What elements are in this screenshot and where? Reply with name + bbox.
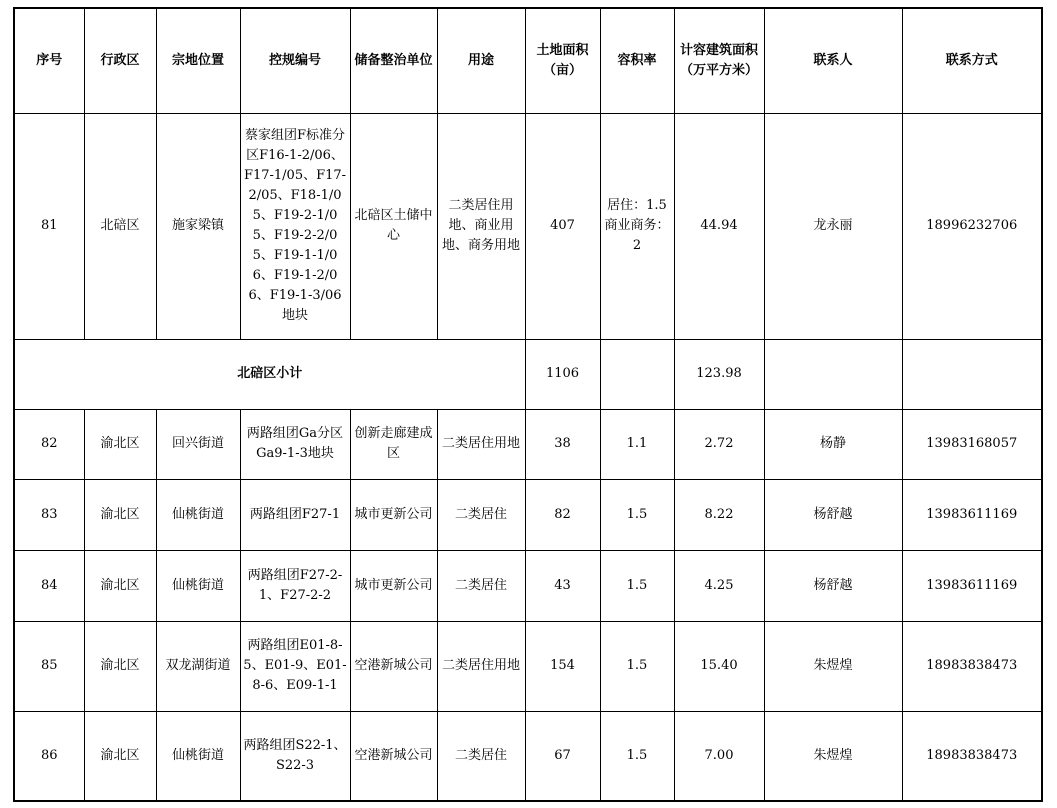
cell-phone: 18983838473 [902, 711, 1042, 801]
cell-phone: 13983611169 [902, 550, 1042, 621]
cell-contact: 杨舒越 [764, 550, 902, 621]
cell-use: 二类居住用地 [437, 621, 525, 711]
cell-phone: 13983168057 [902, 409, 1042, 479]
cell-area: 82 [525, 479, 600, 550]
land-table [13, 7, 1043, 802]
subtotal-contact-empty [764, 339, 902, 409]
cell-use: 二类居住用地 [437, 409, 525, 479]
cell-area: 407 [525, 113, 600, 339]
cell-phone: 18996232706 [902, 113, 1042, 339]
subtotal-gfa: 123.98 [674, 339, 764, 409]
cell-district: 渝北区 [84, 621, 156, 711]
cell-far: 1.5 [600, 621, 674, 711]
cell-phone: 13983611169 [902, 479, 1042, 550]
subtotal-phone-empty [902, 339, 1042, 409]
cell-unit: 创新走廊建成区 [350, 409, 437, 479]
subtotal-label: 北碚区小计 [14, 339, 525, 409]
cell-use: 二类居住用地、商业用地、商务用地 [437, 113, 525, 339]
header-cell: 用途 [437, 8, 525, 113]
cell-district: 渝北区 [84, 409, 156, 479]
subtotal-area: 1106 [525, 339, 600, 409]
cell-gfa: 4.25 [674, 550, 764, 621]
cell-plan-code: 两路组团S22-1、S22-3 [240, 711, 350, 801]
cell-location: 仙桃街道 [156, 479, 240, 550]
subtotal-far-empty [600, 339, 674, 409]
cell-no: 86 [14, 711, 84, 801]
cell-far: 1.1 [600, 409, 674, 479]
cell-contact: 杨舒越 [764, 479, 902, 550]
cell-location: 回兴街道 [156, 409, 240, 479]
cell-no: 85 [14, 621, 84, 711]
cell-gfa: 44.94 [674, 113, 764, 339]
cell-area: 154 [525, 621, 600, 711]
cell-location: 施家梁镇 [156, 113, 240, 339]
cell-no: 81 [14, 113, 84, 339]
subtotal-row [14, 339, 1042, 409]
header-cell: 行政区 [84, 8, 156, 113]
cell-far: 1.5 [600, 550, 674, 621]
header-cell: 控规编号 [240, 8, 350, 113]
cell-use: 二类居住 [437, 479, 525, 550]
cell-far: 居住：1.5 商业商务：2 [600, 113, 674, 339]
table-row [14, 409, 1042, 479]
header-cell: 联系方式 [902, 8, 1042, 113]
cell-contact: 杨静 [764, 409, 902, 479]
cell-far: 1.5 [600, 479, 674, 550]
cell-no: 84 [14, 550, 84, 621]
cell-area: 38 [525, 409, 600, 479]
cell-contact: 朱煜煌 [764, 621, 902, 711]
cell-unit: 空港新城公司 [350, 711, 437, 801]
cell-location: 仙桃街道 [156, 711, 240, 801]
cell-gfa: 15.40 [674, 621, 764, 711]
cell-plan-code: 两路组团F27-1 [240, 479, 350, 550]
cell-plan-code: 两路组团F27-2-1、F27-2-2 [240, 550, 350, 621]
cell-unit: 城市更新公司 [350, 550, 437, 621]
cell-district: 北碚区 [84, 113, 156, 339]
header-cell: 储备整治单位 [350, 8, 437, 113]
cell-district: 渝北区 [84, 479, 156, 550]
cell-gfa: 2.72 [674, 409, 764, 479]
cell-no: 82 [14, 409, 84, 479]
table-row [14, 621, 1042, 711]
header-cell: 联系人 [764, 8, 902, 113]
cell-location: 仙桃街道 [156, 550, 240, 621]
cell-location: 双龙湖街道 [156, 621, 240, 711]
cell-plan-code: 两路组团Ga分区Ga9-1-3地块 [240, 409, 350, 479]
cell-plan-code: 两路组团E01-8-5、E01-9、E01-8-6、E09-1-1 [240, 621, 350, 711]
table-row [14, 711, 1042, 801]
cell-gfa: 8.22 [674, 479, 764, 550]
cell-no: 83 [14, 479, 84, 550]
cell-gfa: 7.00 [674, 711, 764, 801]
table-row [14, 113, 1042, 339]
cell-far: 1.5 [600, 711, 674, 801]
cell-phone: 18983838473 [902, 621, 1042, 711]
cell-area: 67 [525, 711, 600, 801]
header-cell: 宗地位置 [156, 8, 240, 113]
cell-district: 渝北区 [84, 550, 156, 621]
cell-unit: 空港新城公司 [350, 621, 437, 711]
cell-area: 43 [525, 550, 600, 621]
cell-plan-code: 蔡家组团F标准分区F16-1-2/06、F17-1/05、F17-2/05、F18-1/05、F19-2-1/05、F19-2-2/05、F19-1-1/06、F19-1-2/06、F19-1-3/06地块 [240, 113, 350, 339]
header-cell: 计容建筑面积（万平方米） [674, 8, 764, 113]
cell-use: 二类居住 [437, 550, 525, 621]
header-row [14, 8, 1042, 113]
table-row [14, 550, 1042, 621]
cell-unit: 北碚区土储中心 [350, 113, 437, 339]
header-cell: 容积率 [600, 8, 674, 113]
table-row [14, 479, 1042, 550]
cell-contact: 龙永丽 [764, 113, 902, 339]
cell-contact: 朱煜煌 [764, 711, 902, 801]
cell-district: 渝北区 [84, 711, 156, 801]
header-cell: 序号 [14, 8, 84, 113]
header-cell: 土地面积（亩） [525, 8, 600, 113]
cell-use: 二类居住 [437, 711, 525, 801]
cell-unit: 城市更新公司 [350, 479, 437, 550]
